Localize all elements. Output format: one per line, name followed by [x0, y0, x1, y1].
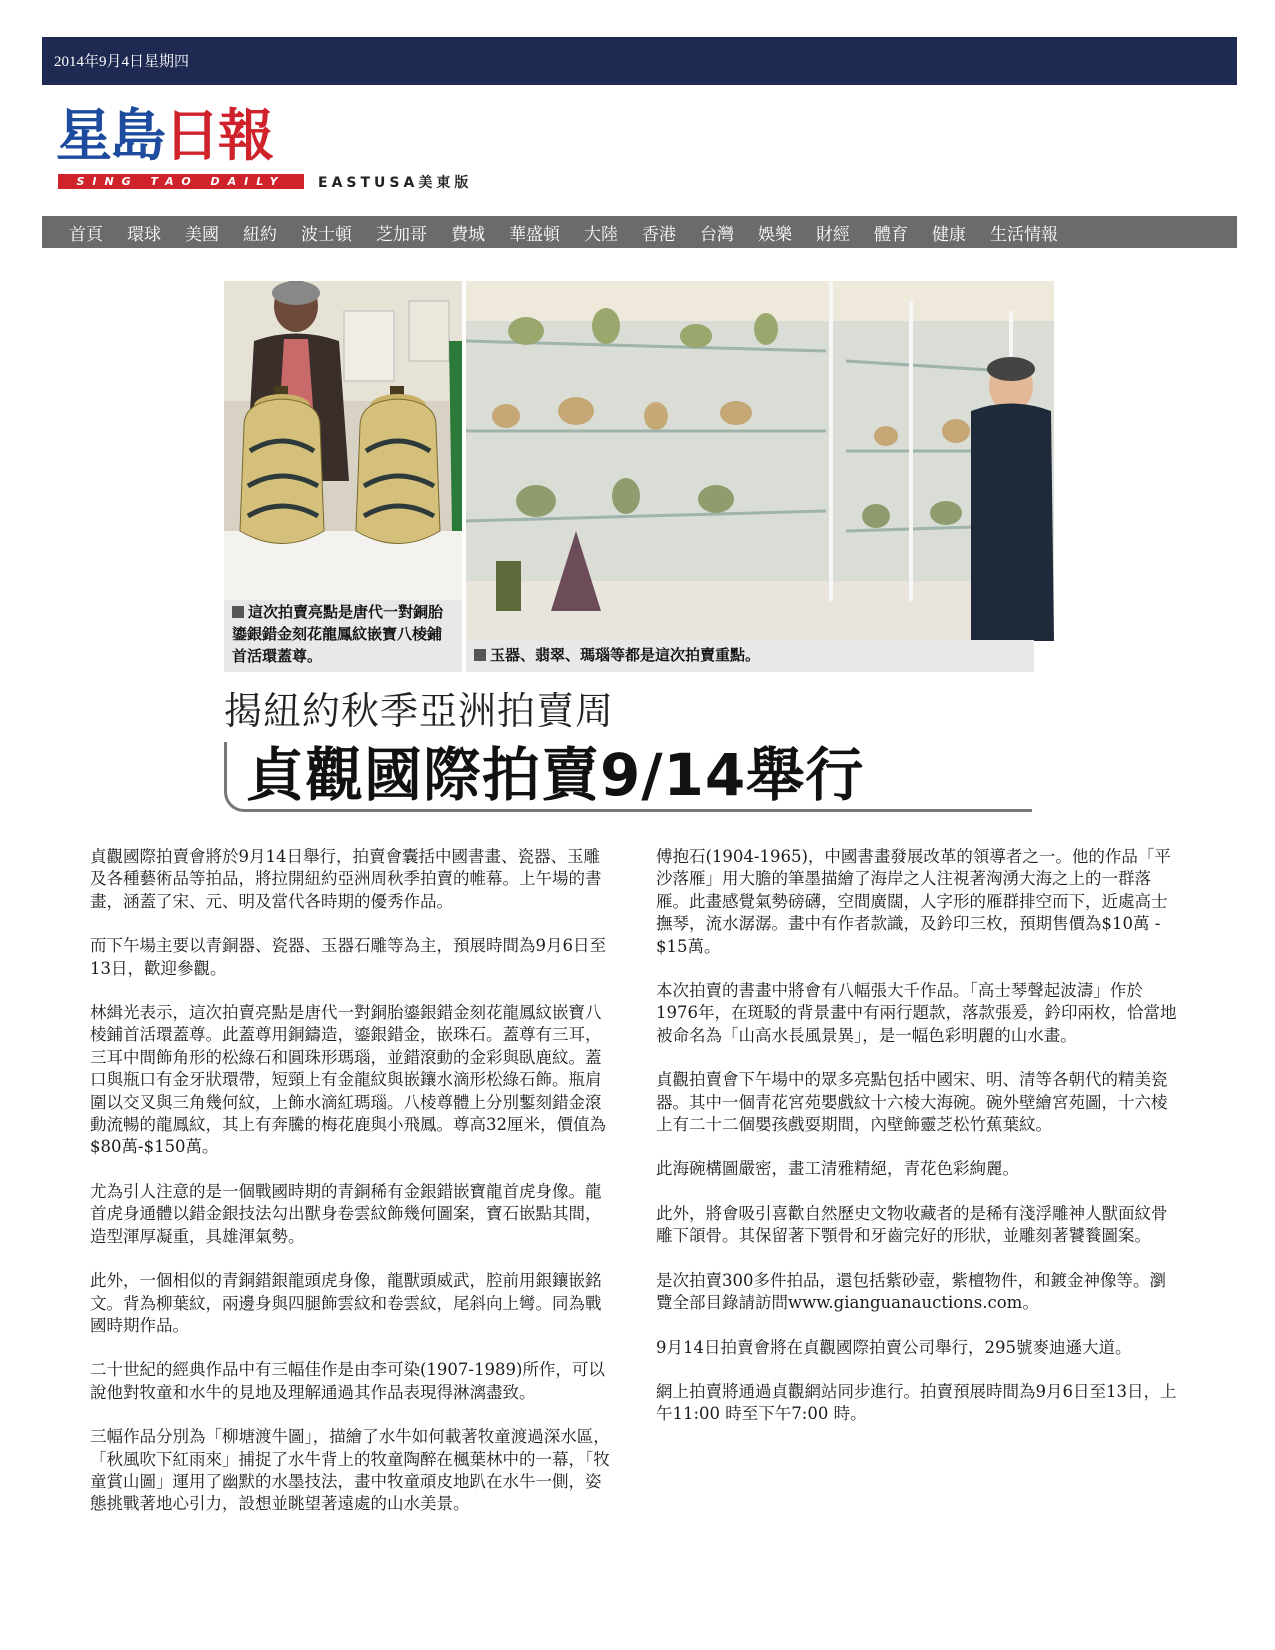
article-paragraph: 貞觀拍賣會下午場中的眾多亮點包括中國宋、明、清等各朝代的精美瓷器。其中一個青花宮苑嬰戲紋十六棱大海碗。碗外壁繪宮苑圖，十六棱上有二十二個嬰孩戲耍期間，內壁飾靈芝松竹蕉葉紋。 [656, 1070, 1168, 1135]
nav-item-health[interactable]: 健康 [932, 224, 966, 245]
logo-romanized: SING TAO DAILY [58, 174, 304, 189]
nav-item-new-york[interactable]: 紐約 [243, 224, 277, 245]
caption-marker-icon [232, 606, 244, 618]
logo-title-part2: 日報 [164, 104, 272, 169]
photo-display-cases [466, 281, 1054, 641]
article-column-left [90, 846, 615, 1538]
issue-date: 2014年9月4日星期四 [54, 54, 190, 70]
nav-item-chicago[interactable]: 芝加哥 [376, 224, 427, 245]
nav-item-global[interactable]: 環球 [127, 224, 161, 245]
article-paragraph: 尤為引人注意的是一個戰國時期的青銅稀有金銀錯嵌寶龍首虎身像。龍首虎身通體以錯金銀技法勾出獸身卷雲紋飾幾何圖案，寶石嵌點其間，造型渾厚凝重，具雄渾氣勢。 [90, 1181, 602, 1246]
nav-item-finance[interactable]: 財經 [816, 224, 850, 245]
photo-vases [224, 281, 462, 621]
article-paragraph: 此海碗構圖嚴密，畫工清雅精絕，青花色彩絢麗。 [656, 1159, 1019, 1179]
article-paragraph: 此外，一個相似的青銅錯銀龍頭虎身像，龍獸頭威武，腔前用銀鑲嵌銘文。背為柳葉紋，兩邊身與四腿飾雲紋和卷雲紋，尾斜向上彎。同為戰國時期作品。 [90, 1271, 602, 1335]
article-paragraph: 此外，將會吸引喜歡自然歷史文物收藏者的是稀有淺浮雕神人獸面紋骨雕下頜骨。其保留著下顎骨和牙齒完好的形狀，並雕刻著饕餮圖案。 [656, 1203, 1168, 1246]
article-paragraph: 本次拍賣的書畫中將會有八幅張大千作品。「高士琴聲起波濤」作於1976年，在斑駁的背景畫中有兩行題款，落款張爰，鈐印兩枚，恰當地被命名為「山高水長風景異」，是一幅色彩明麗的山水畫。 [656, 981, 1177, 1045]
nav-item-philadelphia[interactable]: 費城 [451, 224, 485, 245]
caption-display-cases [466, 640, 1034, 672]
caption-display-cases-text: 玉器、翡翠、瑪瑙等都是這次拍賣重點。 [490, 646, 761, 664]
article-paragraph: 貞觀國際拍賣會將於9月14日舉行，拍賣會囊括中國書畫、瓷器、玉雕及各種藝術品等拍品，將拉開紐約亞洲周秋季拍賣的帷幕。上午場的書畫，涵蓋了宋、元、明及當代各時期的優秀作品。 [90, 847, 602, 911]
newspaper-logo[interactable] [56, 104, 496, 194]
date-bar [42, 37, 1237, 85]
article-paragraph: 網上拍賣將通過貞觀網站同步進行。拍賣預展時間為9月6日至13日，上午11:00 時至下午7:00 時。 [656, 1381, 1177, 1424]
logo-title-part1: 星島 [56, 104, 164, 169]
logo-edition: EASTUSA美東版 [318, 175, 473, 191]
nav-item-usa[interactable]: 美國 [185, 224, 219, 245]
nav-item-lifestyle[interactable]: 生活情報 [990, 224, 1058, 245]
section-nav [42, 216, 1237, 248]
nav-item-washington[interactable]: 華盛頓 [509, 224, 560, 245]
article-paragraph: 而下午場主要以青銅器、瓷器、玉器石雕等為主，預展時間為9月6日至13日，歡迎參觀。 [90, 936, 606, 978]
nav-item-boston[interactable]: 波士頓 [301, 224, 352, 245]
article-paragraph: 三幅作品分別為「柳塘渡牛圖」，描繪了水牛如何載著牧童渡過深水區，「秋風吹下紅雨來」捕捉了水牛背上的牧童陶醉在楓葉林中的一幕，「牧童賞山圖」運用了幽默的水墨技法，畫中牧童頑皮地趴在水牛一側，姿態挑戰著地心引力，設想並眺望著遠處的山水美景。 [90, 1427, 610, 1514]
headline-title: 貞觀國際拍賣9/14舉行 [246, 741, 865, 809]
nav-item-taiwan[interactable]: 台灣 [700, 224, 734, 245]
vases-illustration [224, 281, 462, 621]
article-paragraph: 二十世紀的經典作品中有三幅佳作是由李可染(1907-1989)所作，可以說他對牧童和水牛的見地及理解通過其作品表現得淋漓盡致。 [90, 1360, 605, 1402]
nav-item-sports[interactable]: 體育 [874, 224, 908, 245]
nav-item-hong-kong[interactable]: 香港 [642, 224, 676, 245]
nav-item-home[interactable]: 首頁 [69, 224, 103, 245]
article-paragraph: 林緝光表示，這次拍賣亮點是唐代一對銅胎鎏銀錯金刻花龍鳳紋嵌寶八棱鋪首活環蓋尊。此蓋尊用銅鑄造，鎏銀錯金，嵌珠石。蓋尊有三耳，三耳中間飾角形的松綠石和圓珠形瑪瑙，並錯滾動的金彩與臥鹿紋。蓋口與瓶口有金牙狀環帶，短頸上有金龍紋與嵌鑲水滴形松綠石飾。瓶肩圍以交叉與三角幾何紋，上飾水滴紅瑪瑙。八棱尊體上分別鏨刻錯金滾動流暢的龍鳳紋，其上有奔騰的梅花鹿與小飛鳳。尊高32厘米，價值為$80萬-$150萬。 [90, 1003, 606, 1157]
article-column-right [656, 846, 1181, 1448]
nav-item-entertainment[interactable]: 娛樂 [758, 224, 792, 245]
article-paragraph: 傅抱石(1904-1965)，中國書畫發展改革的領導者之一。他的作品「平沙落雁」用大膽的筆墨描繪了海岸之人注視著洶湧大海之上的一群落雁。此畫感覺氣勢磅礴，空間廣闊，人字形的雁群排空而下，近處高士撫琴，流水潺潺。畫中有作者款識，及鈐印三枚，預期售價為$10萬 - $15萬。 [656, 847, 1171, 956]
caption-vases [224, 600, 462, 672]
nav-item-mainland[interactable]: 大陸 [584, 224, 618, 245]
caption-vases-text: 這次拍賣亮點是唐代一對銅胎鎏銀錯金刻花龍鳳紋嵌寶八棱鋪首活環蓋尊。 [232, 603, 444, 665]
article-paragraph: 9月14日拍賣會將在貞觀國際拍賣公司舉行，295號麥迪遜大道。 [656, 1337, 1132, 1357]
logo-title [56, 104, 272, 169]
display-cases-illustration [466, 281, 1054, 641]
article-paragraph: 是次拍賣300多件拍品，還包括紫砂壺，紫檀物件，和鍍金神像等。瀏覽全部目錄請訪問www.gianguanauctions.com。 [656, 1270, 1166, 1313]
headline-subtitle: 揭紐約秋季亞洲拍賣周 [224, 689, 615, 733]
caption-marker-icon [474, 649, 486, 661]
